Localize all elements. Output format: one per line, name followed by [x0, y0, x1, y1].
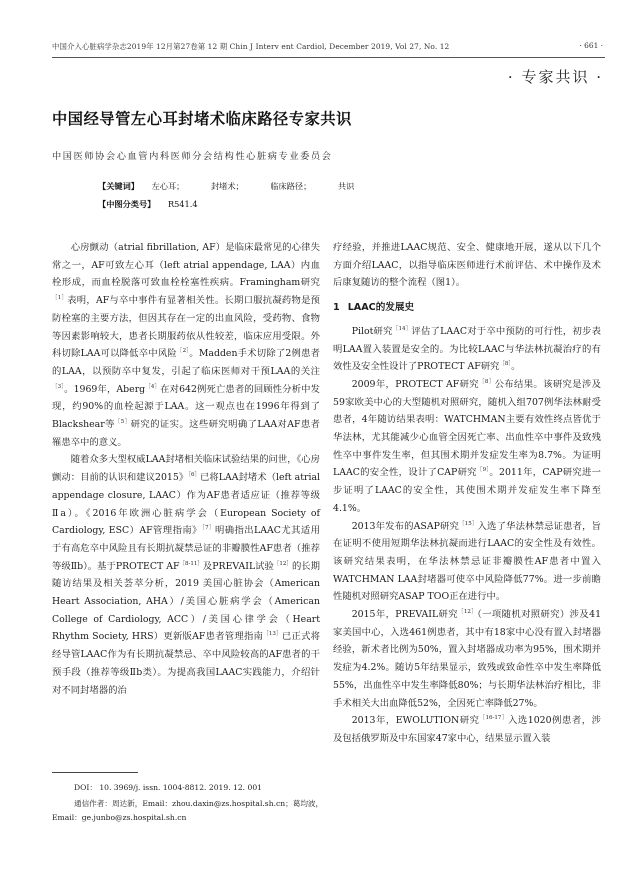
- citation: ［15］: [459, 520, 478, 527]
- body-paragraph: 2013年发布的ASAP研究$^{[15]}$入选了华法林禁忌证患者，旨在证明不使用短期华法林抗凝而进行LAAC的安全性及有效性。该研究结果表明，在华法林禁忌证非瓣膜性AF患者中置入WATCHMAN LAA封堵器可使卒中风险降低77%。进一步前瞻性随机对照研究ASAP TOO正在进行中。: [333, 520, 601, 603]
- citation: ［8］: [479, 378, 495, 385]
- doi-footnote: DOI： 10. 3969/j. issn. 1004-8812. 2019. 12. 001: [74, 783, 263, 792]
- author-group: 中国医师协会心血管内科医师分会结构性心脏病专业委员会: [52, 151, 333, 162]
- body-paragraph: 2009年，PROTECT AF研究$^{[8]}$公布结果。该研究是涉及59家欧美中心的大型随机对照研究，随机入组707例华法林耐受患者，4年随访结果表明：WATCHMAN主要有效性终点皆优于华法林，尤其能减少心血管全因死亡率、出血性卒中事件及致残性卒中事件发生率，但其围术期并发症发生率为8.7%。为证明LAAC的安全性，设计了CAP研究$^{[9]}$。2011年，CAP研究进一步证明了LAAC的安全性，其使围术期并发症发生率下降至4.1%。: [333, 378, 601, 514]
- keywords: [98, 181, 354, 192]
- article-title: 中国经导管左心耳封堵术临床路径专家共识: [52, 110, 352, 128]
- body-paragraph: 2013年，EWOLUTION研究$^{[16-17]}$入选1020例患者，涉及包括俄罗斯及中东国家47家中心，结果显示置入装: [333, 715, 602, 744]
- citation: ［12］: [273, 560, 292, 567]
- keyword: 临床路径；: [270, 181, 312, 191]
- citation: ［6］: [188, 472, 201, 479]
- body-paragraph: 2015年，PREVAIL研究$^{[12]}$（一项随机对照研究）涉及41家美国中心，入选461例患者，其中有18家中心没有置入封堵器经验，新术者比例为50%，置入封堵器成功率为95%，围术期并发症为4.2%。随访5年结果显示，致残或致命性卒中发生率降低55%，出血性卒中发生率降低80%；与长期华法林治疗相比，非手术相关大出血降低52%，全因死亡率降低27%。: [333, 609, 602, 709]
- keywords-label: 【关键词】: [98, 181, 139, 191]
- section-tag: · 专家共识 ·: [507, 68, 603, 86]
- citation: ［7］: [201, 525, 215, 532]
- section-heading: 1 LAAC的发展史: [333, 302, 415, 314]
- citation: ［12］: [458, 609, 478, 616]
- classification-value: R541.4: [167, 199, 198, 209]
- citation: ［14］: [392, 325, 412, 332]
- classification-number: [98, 199, 198, 210]
- citation: ［13］: [263, 631, 282, 638]
- citation: ［8-11］: [179, 560, 203, 567]
- body-paragraph: Pilot研究$^{[14]}$评估了LAAC对于卒中预防的可行性，初步表明LAA置入装置是安全的。为比较LAAC与华法林抗凝治疗的有效性及安全性设计了PROTECT AF研究$^{[8]}$。: [333, 325, 601, 373]
- keyword: 封堵术；: [210, 181, 244, 191]
- citation: ［4］: [145, 383, 161, 390]
- left-column: [52, 239, 320, 699]
- corresponding-author-footnote: 通信作者：周达新，Email：zhou.daxin@zs.hospital.sh.cn；葛均波，Email：ge.junbo@zs.hospital.sh.cn: [52, 799, 324, 822]
- citation: ［9］: [476, 467, 490, 474]
- keyword: 左心耳；: [151, 181, 185, 191]
- body-paragraph: 疗经验，并推进LAAC规范、安全、健康地开展，遂从以下几个方面介绍LAAC，以指导临床医师进行术前评估、术中操作及术后康复随访的整个流程（图1）。: [333, 242, 601, 289]
- citation: ［16-17］: [479, 715, 509, 722]
- footnote-divider: [52, 772, 138, 773]
- keyword: 共识: [337, 181, 355, 191]
- body-paragraph: 随着众多大型权威LAA封堵相关临床试验结果的问世，《心房颤动：目前的认识和建议2015》$^{[6]}$已将LAA封堵术（left atrial appendage closure, LAAC）作为AF患者适应证（推荐等级Ⅱa）。《2016年欧洲心脏病学会（European Society of Cardiology, ESC）AF管理指南》$^{[7]}$明确指出LAAC尤其适用于有高危卒中风险且有长期抗凝禁忌证的非瓣膜性AF患者（推荐等级Ⅱb）。基于PROTECT $AF^{[8-11]}$及PREVAIL试验$^{[12]}$的长期随访结果及相关荟萃分析，2019 美国心脏协会（American Heart Association, AHA）/美国心脏病学会（American College of Cardiology, ACC）/美国心律学会（Heart Rhythm Society, HRS）更新版AF患者管理指南$^{[13]}$已正式将经导管LAAC作为有长期抗凝禁忌、卒中风险较高的AF患者的干预手段（推荐等级Ⅱb类）。为提高我国LAAC实践能力，介绍针对不同封堵器的治: [52, 454, 321, 696]
- header-divider: [52, 57, 605, 58]
- citation: ［3］: [52, 383, 65, 390]
- citation: ［1］: [52, 295, 68, 302]
- citation: ［5］: [114, 419, 131, 426]
- citation: ［8］: [499, 361, 512, 368]
- body-paragraph: 心房颤动（atrial fibrillation, AF）是临床最常见的心律失常之一，AF可致左心耳（left atrial appendage, LAA）内血栓形成，而血栓脱落可致血栓栓塞性疾病。Framingham研究$^{[1]}$表明，AF与卒中事件有显著相关性。长期口服抗凝药物是预防栓塞的主要方法，但因其存在一定的出血风险，受药物、食物等因素影响较大，患者长期服药依从性较差，临床应用受限。外科切除LAA可以降低卒中风险$^{[2]}$。Madden手术切除了2例患者的LAA，以预防卒中复发，引起了临床医师对干预LAA的关注$^{[3]}$。1969年，Aberg$^{[4]}$在对642例死亡患者的回顾性分析中发现，约90%的血栓起源于LAA。这一观点也在1996年得到了Blackshear等$^{[5]}$研究的证实。这些研究明确了LAA对AF患者罹患卒中的意义。: [52, 242, 321, 448]
- citation: ［2］: [176, 348, 190, 355]
- page-number: · 661 ·: [579, 41, 603, 50]
- classification-label: 【中图分类号】: [98, 199, 156, 209]
- running-header: 中国介入心脏病学杂志2019年 12月第27卷第 12 期 Chin J Interv ent Cardiol, December 2019, Vol 27, No. 12: [52, 42, 450, 51]
- right-column: [333, 239, 601, 748]
